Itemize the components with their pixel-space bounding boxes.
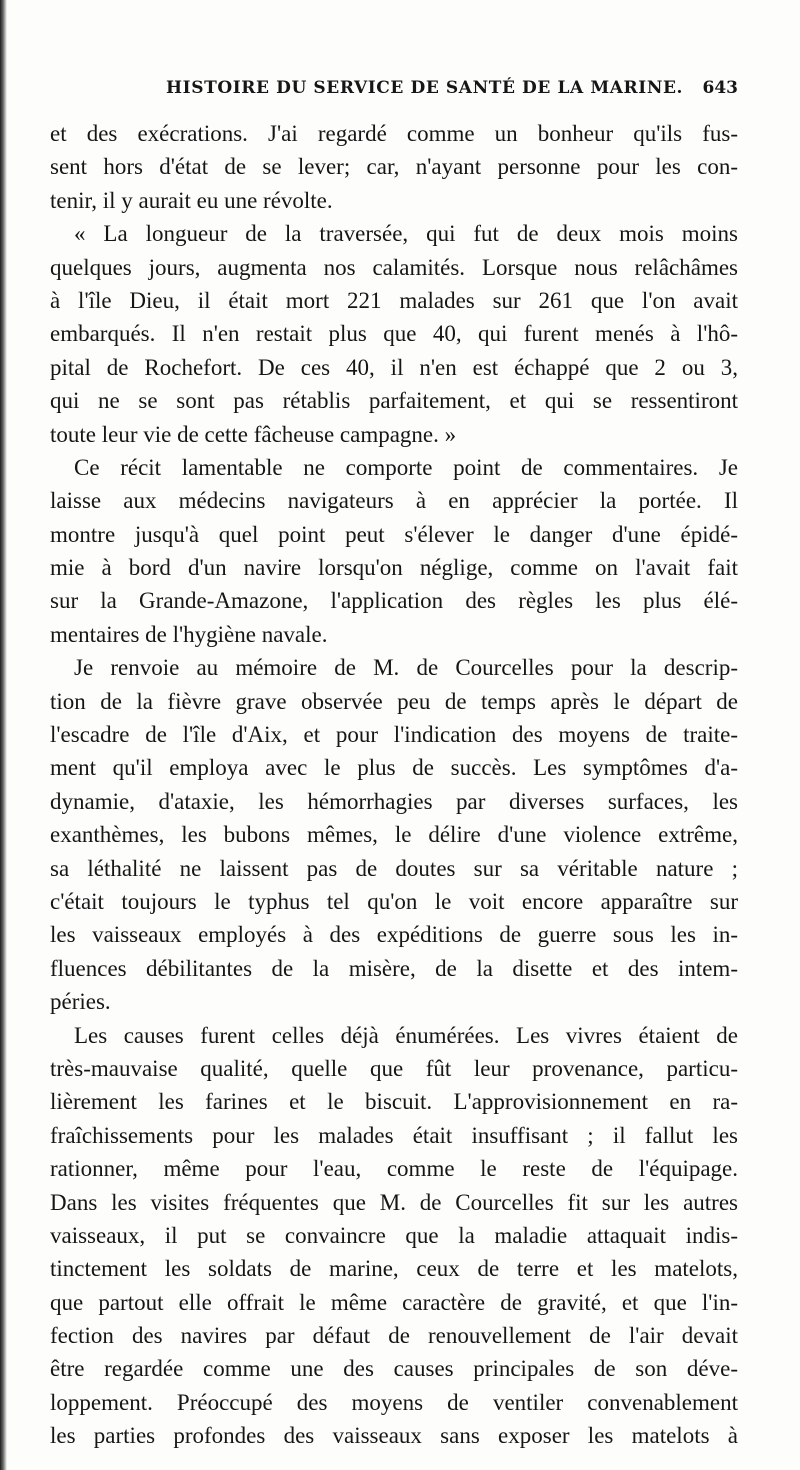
- text-line: loppement. Préoccupé des moyens de ventiler convenablement: [50, 1389, 738, 1415]
- text-line: être regardée comme une des causes principales de son déve-: [50, 1356, 738, 1382]
- text-line: laisse aux médecins navigateurs à en apprécier la portée. Il: [50, 488, 738, 514]
- text-line: les parties profondes des vaisseaux sans exposer les matelots à: [50, 1423, 738, 1449]
- text-line: mie à bord d'un navire lorsqu'on néglige, comme on l'avait fait: [50, 555, 738, 581]
- text-line: vaisseaux, il put se convaincre que la maladie attaquait indis-: [50, 1222, 738, 1248]
- text-line: ment qu'il employa avec le plus de succès. Les symptômes d'a-: [50, 755, 738, 781]
- body-text: [50, 117, 738, 1453]
- text-line: tinctement les soldats de marine, ceux de terre et les matelots,: [50, 1256, 738, 1282]
- text-line: et des exécrations. J'ai regardé comme un bonheur qu'ils fus-: [50, 121, 738, 146]
- text-line: que partout elle offrait le même caractère de gravité, et que l'in-: [50, 1289, 738, 1315]
- text-line: dynamie, d'ataxie, les hémorrhagies par diverses surfaces, les: [50, 788, 738, 814]
- page-edge-shadow: [0, 0, 7, 1470]
- text-line: Dans les visites fréquentes que M. de Courcelles fit sur les autres: [50, 1189, 738, 1215]
- text-line: qui ne se sont pas rétablis parfaitement, et qui se ressentiront: [50, 388, 738, 414]
- text-line: Les causes furent celles déjà énumérées. Les vivres étaient de: [74, 1022, 738, 1048]
- text-line: fection des navires par défaut de renouvellement de l'air devait: [50, 1323, 738, 1349]
- text-line: quelques jours, augmenta nos calamités. Lorsque nous relâchâmes: [50, 254, 738, 280]
- text-line: embarqués. Il n'en restait plus que 40, qui furent menés à l'hô-: [50, 321, 738, 347]
- text-line: « La longueur de la traversée, qui fut de deux mois moins: [74, 221, 738, 247]
- text-line: rationner, même pour l'eau, comme le reste de l'équipage.: [50, 1156, 738, 1182]
- text-line: très-mauvaise qualité, quelle que fût leur provenance, particu-: [50, 1055, 738, 1081]
- text-line: toute leur vie de cette fâcheuse campagne. »: [50, 421, 457, 447]
- text-line: pital de Rochefort. De ces 40, il n'en est échappé que 2 ou 3,: [50, 354, 738, 380]
- text-line: sa léthalité ne laissent pas de doutes sur sa véritable nature ;: [50, 855, 738, 881]
- text-line: tenir, il y aurait eu une révolte.: [50, 187, 333, 213]
- text-line: les vaisseaux employés à des expéditions de guerre sous les in-: [50, 922, 738, 948]
- text-line: exanthèmes, les bubons mêmes, le délire d'une violence extrême,: [50, 822, 738, 848]
- text-line: tion de la fièvre grave observée peu de temps après le départ de: [50, 688, 738, 714]
- text-line: montre jusqu'à quel point peut s'élever le danger d'une épidé-: [50, 521, 738, 547]
- text-line: fluences débilitantes de la misère, de la disette et des intem-: [50, 955, 738, 981]
- page-header: [60, 72, 740, 106]
- text-line: fraîchissements pour les malades était insuffisant ; il fallut les: [50, 1122, 738, 1148]
- text-line: Je renvoie au mémoire de M. de Courcelles pour la descrip-: [74, 655, 738, 681]
- text-line: Ce récit lamentable ne comporte point de commentaires. Je: [74, 454, 738, 480]
- running-head: HISTOIRE DU SERVICE DE SANTÉ DE LA MARINE.: [166, 78, 684, 98]
- text-line: c'était toujours le typhus tel qu'on le voit encore apparaître sur: [50, 888, 738, 914]
- text-line: sur la Grande-Amazone, l'application des règles les plus élé-: [50, 588, 738, 614]
- text-line: sent hors d'état de se lever; car, n'ayant personne pour les con-: [50, 154, 738, 180]
- text-line: à l'île Dieu, il était mort 221 malades sur 261 que l'on avait: [50, 287, 738, 313]
- text-line: péries.: [50, 989, 111, 1015]
- text-line: lièrement les farines et le biscuit. L'approvisionnement en ra-: [50, 1089, 738, 1115]
- page-number: 643: [702, 78, 738, 98]
- text-line: l'escadre de l'île d'Aix, et pour l'indication des moyens de traite-: [50, 722, 738, 748]
- text-line: mentaires de l'hygiène navale.: [50, 621, 328, 647]
